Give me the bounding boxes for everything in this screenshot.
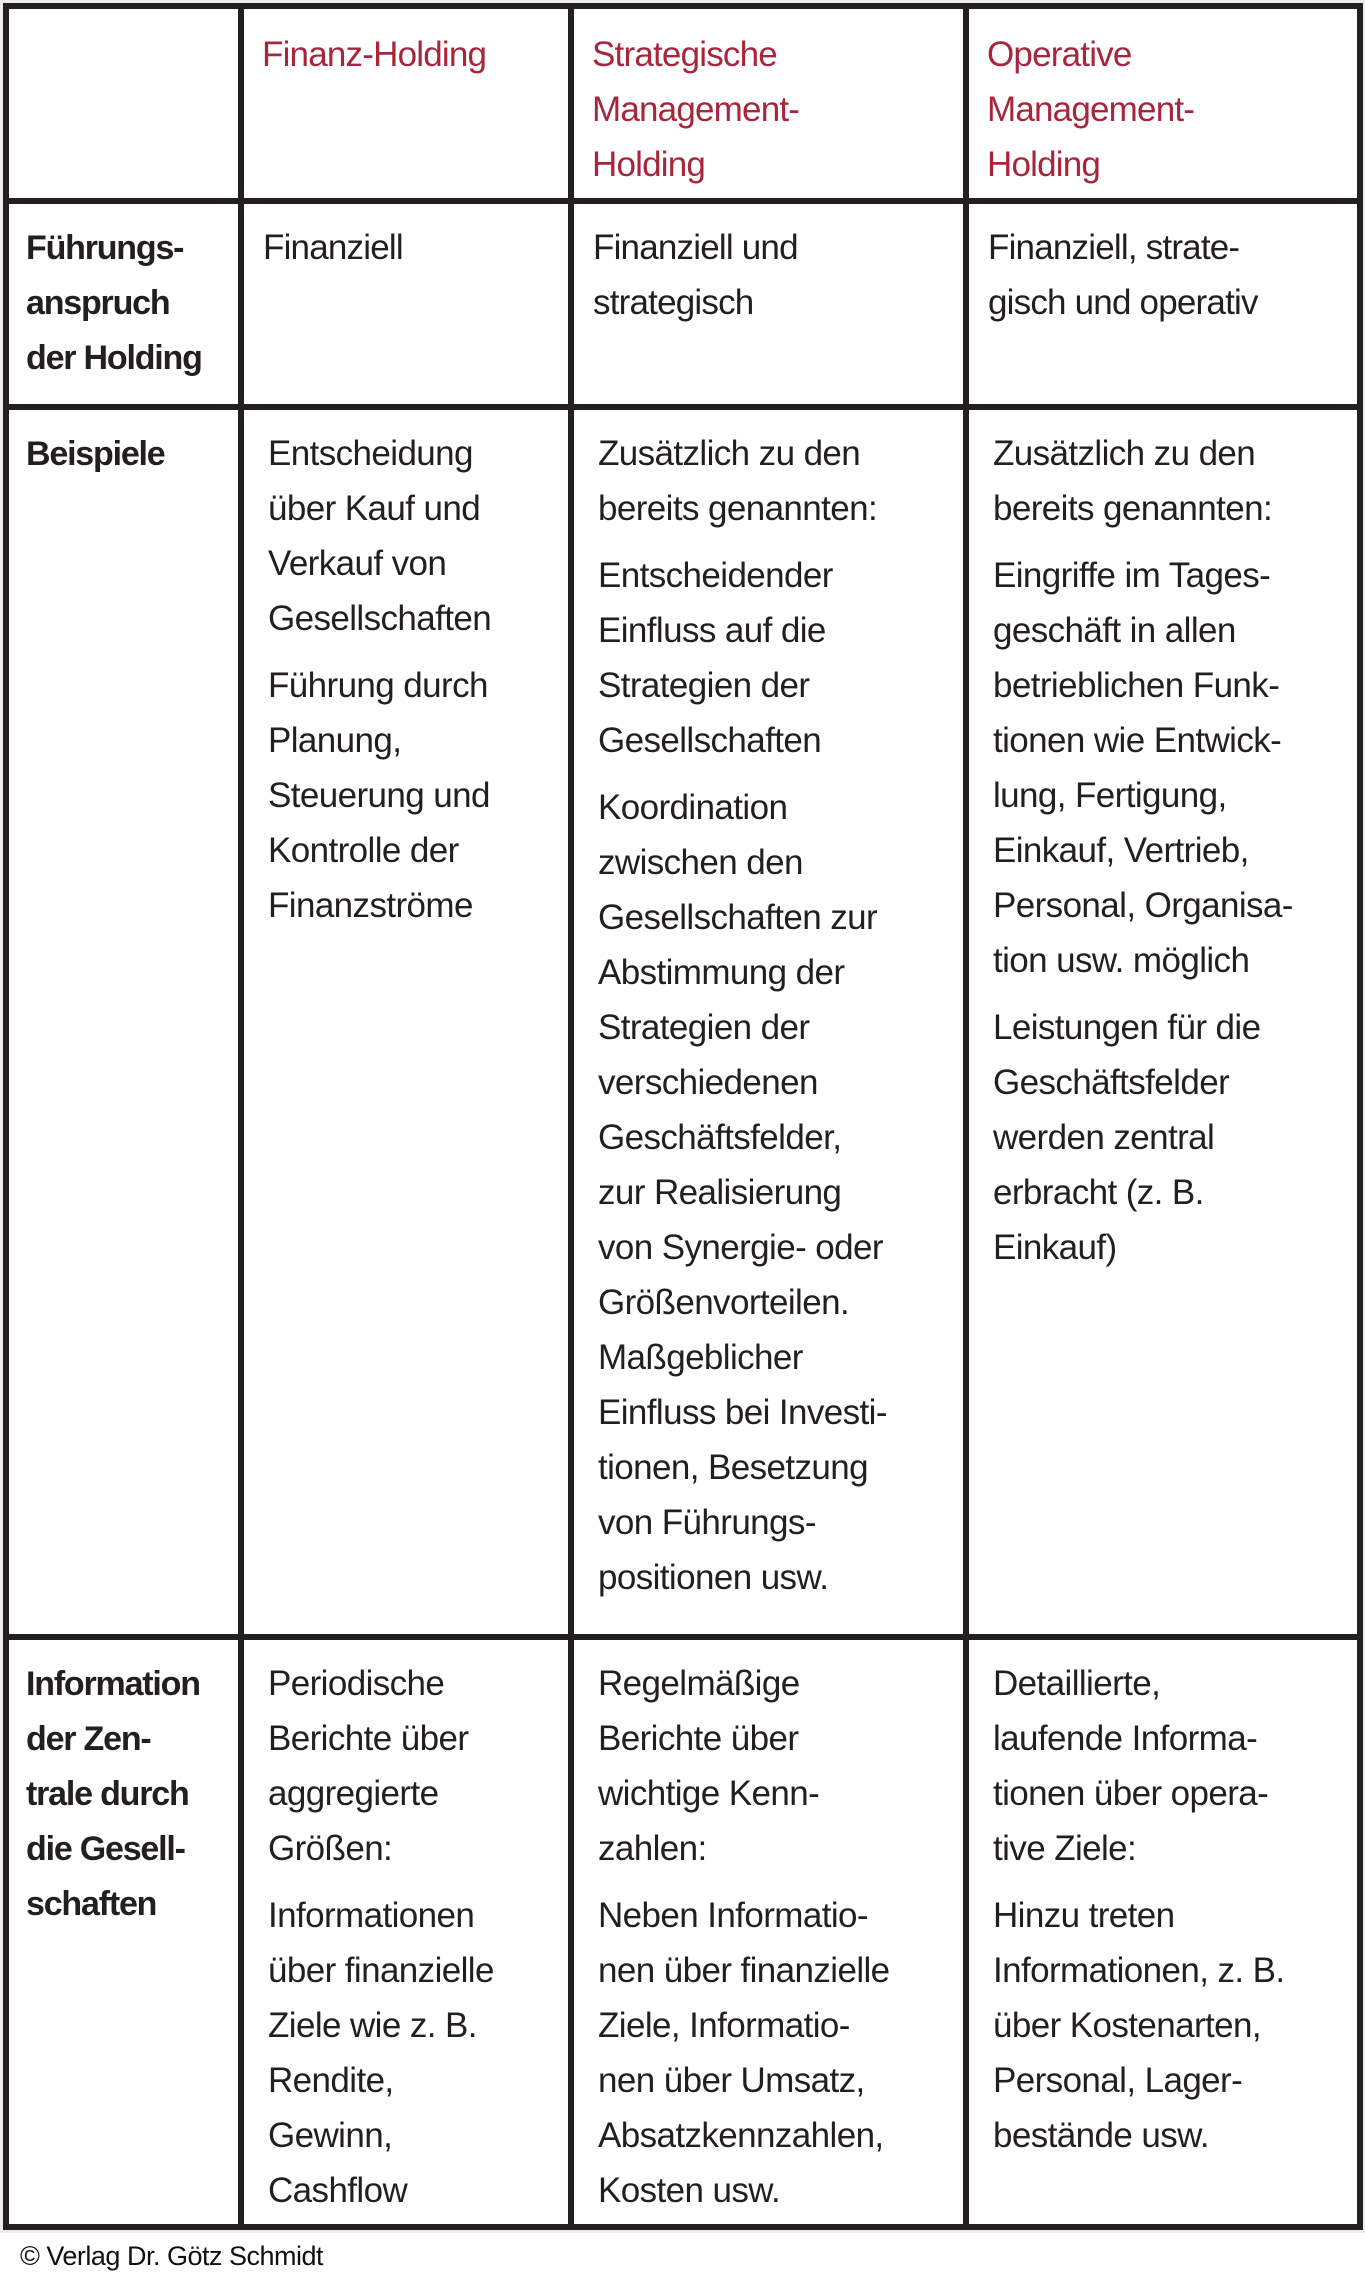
row-label-fuehrungsanspruch (9, 204, 238, 404)
text-line: Planung, (268, 721, 402, 760)
text-line: Abstimmung der (598, 953, 845, 992)
paragraph (598, 548, 963, 768)
text-line: Entscheidender (598, 556, 833, 595)
text-line: wichtige Kenn- (598, 1774, 820, 1813)
paragraph (993, 548, 1357, 988)
text-line: tionen wie Entwick- (993, 721, 1282, 760)
text-line: über Kauf und (268, 489, 481, 528)
cell-beispiele-strategisch (574, 410, 963, 1634)
header-line: Management- (987, 90, 1195, 129)
text-line: Eingriffe im Tages- (993, 556, 1271, 595)
text-line: Führung durch (268, 666, 488, 705)
header-finanz-holding (244, 9, 568, 198)
text-line: Strategien der (598, 1008, 810, 1047)
text-line: Regelmäßige (598, 1664, 800, 1703)
text-line: werden zentral (993, 1118, 1215, 1157)
text-line: über finanzielle (268, 1951, 494, 1990)
text-line: Zusätzlich zu den (598, 434, 861, 473)
text-line: Finanzströme (268, 886, 473, 925)
text-line: Berichte über (598, 1719, 799, 1758)
text-line: Gesellschaften (598, 721, 822, 760)
text-line: Gewinn, (268, 2116, 393, 2155)
text-line: zahlen: (598, 1829, 707, 1868)
text-line: nen über Umsatz, (598, 2061, 865, 2100)
label-line: schaften (26, 1885, 157, 1923)
text-line: Informationen, z. B. (993, 1951, 1285, 1990)
text-line: zwischen den (598, 843, 803, 882)
cell-fuehrungsanspruch-strategisch (574, 204, 963, 404)
text-line: über Kostenarten, (993, 2006, 1262, 2045)
header-corner-cell (9, 9, 238, 198)
text-line: verschiedenen (598, 1063, 818, 1102)
text-line: Finanziell und (593, 228, 798, 267)
text-line: Absatzkennzahlen, (598, 2116, 884, 2155)
paragraph (988, 220, 1357, 330)
text-line: tionen über opera- (993, 1774, 1269, 1813)
text-line: tion usw. möglich (993, 941, 1250, 980)
text-line: Geschäftsfelder, (598, 1118, 842, 1157)
label-line: die Gesell- (26, 1830, 185, 1868)
text-line: Personal, Organisa- (993, 886, 1293, 925)
text-line: gisch und operativ (988, 283, 1258, 322)
header-line: Management- (592, 90, 800, 129)
row-label-beispiele (9, 410, 238, 1634)
paragraph (268, 658, 568, 933)
text-line: nen über finanzielle (598, 1951, 890, 1990)
text-line: Berichte über (268, 1719, 469, 1758)
cell-fuehrungsanspruch-operativ (969, 204, 1357, 404)
text-line: Geschäftsfelder (993, 1063, 1230, 1102)
label-line: der Holding (26, 339, 202, 377)
text-line: von Führungs- (598, 1503, 816, 1542)
row-label-information (9, 1640, 238, 2224)
label-line: Beispiele (26, 435, 165, 473)
text-line: lung, Fertigung, (993, 776, 1227, 815)
paragraph (598, 1656, 963, 1876)
header-line: Strategische (592, 35, 777, 74)
text-line: Kontrolle der (268, 831, 459, 870)
text-line: Personal, Lager- (993, 2061, 1243, 2100)
paragraph (993, 426, 1357, 536)
text-line: bestände usw. (993, 2116, 1209, 2155)
text-line: von Synergie- oder (598, 1228, 883, 1267)
text-line: Gesellschaften zur (598, 898, 878, 937)
text-line: Ziele, Informatio- (598, 2006, 850, 2045)
header-operative-management-holding (969, 9, 1357, 198)
text-line: Einfluss auf die (598, 611, 826, 650)
text-line: Entscheidung (268, 434, 473, 473)
paragraph (268, 426, 568, 646)
text-line: Größen: (268, 1829, 393, 1868)
paragraph (993, 1888, 1357, 2163)
header-line: Holding (987, 145, 1101, 184)
text-line: Einkauf) (993, 1228, 1117, 1267)
cell-beispiele-finanz (244, 410, 568, 1634)
text-line: Größenvorteilen. (598, 1283, 850, 1322)
cell-information-strategisch (574, 1640, 963, 2224)
text-line: Koordination (598, 788, 788, 827)
paragraph (263, 220, 568, 275)
text-line: betrieblichen Funk- (993, 666, 1280, 705)
text-line: Kosten usw. (598, 2171, 781, 2210)
holding-comparison-table (3, 3, 1363, 2230)
text-line: Leistungen für die (993, 1008, 1261, 1047)
paragraph (268, 1888, 568, 2218)
text-line: Gesellschaften (268, 599, 492, 638)
label-line: Führungs- (26, 229, 184, 267)
paragraph (993, 1656, 1357, 1876)
text-line: Finanziell (263, 228, 403, 267)
header-line: Operative (987, 35, 1132, 74)
text-line: Hinzu treten (993, 1896, 1175, 1935)
text-line: positionen usw. (598, 1558, 829, 1597)
cell-beispiele-operativ (969, 410, 1357, 1634)
text-line: aggregierte (268, 1774, 439, 1813)
text-line: Einkauf, Vertrieb, (993, 831, 1249, 870)
text-line: Strategien der (598, 666, 810, 705)
text-line: Verkauf von (268, 544, 447, 583)
label-line: Information (26, 1665, 200, 1703)
copyright-notice: © Verlag Dr. Götz Schmidt (20, 2241, 324, 2271)
text-line: bereits genannten: (993, 489, 1273, 528)
text-line: Cashflow (268, 2171, 408, 2210)
label-line: der Zen- (26, 1720, 151, 1758)
text-line: Ziele wie z. B. (268, 2006, 477, 2045)
paragraph (598, 426, 963, 536)
paragraph (268, 1656, 568, 1876)
text-line: Einfluss bei Investi- (598, 1393, 887, 1432)
cell-information-finanz (244, 1640, 568, 2224)
text-line: Steuerung und (268, 776, 490, 815)
text-line: Finanziell, strate- (988, 228, 1240, 267)
header-strategische-management-holding (574, 9, 963, 198)
text-line: laufende Informa- (993, 1719, 1258, 1758)
text-line: Detaillierte, (993, 1664, 1161, 1703)
text-line: Periodische (268, 1664, 445, 1703)
text-line: tive Ziele: (993, 1829, 1137, 1868)
text-line: zur Realisierung (598, 1173, 842, 1212)
paragraph (993, 1000, 1357, 1275)
text-line: Informationen (268, 1896, 475, 1935)
text-line: Maßgeblicher (598, 1338, 803, 1377)
label-line: anspruch (26, 284, 170, 322)
cell-information-operativ (969, 1640, 1357, 2224)
cell-fuehrungsanspruch-finanz (244, 204, 568, 404)
text-line: erbracht (z. B. (993, 1173, 1204, 1212)
paragraph (598, 1888, 963, 2218)
text-line: tionen, Besetzung (598, 1448, 869, 1487)
text-line: strategisch (593, 283, 754, 322)
label-line: trale durch (26, 1775, 189, 1813)
text-line: bereits genannten: (598, 489, 878, 528)
paragraph (593, 220, 963, 330)
text-line: Rendite, (268, 2061, 394, 2100)
header-line: Finanz-Holding (262, 35, 487, 74)
text-line: Neben Informatio- (598, 1896, 868, 1935)
text-line: Zusätzlich zu den (993, 434, 1256, 473)
paragraph (598, 780, 963, 1605)
header-line: Holding (592, 145, 706, 184)
text-line: geschäft in allen (993, 611, 1236, 650)
